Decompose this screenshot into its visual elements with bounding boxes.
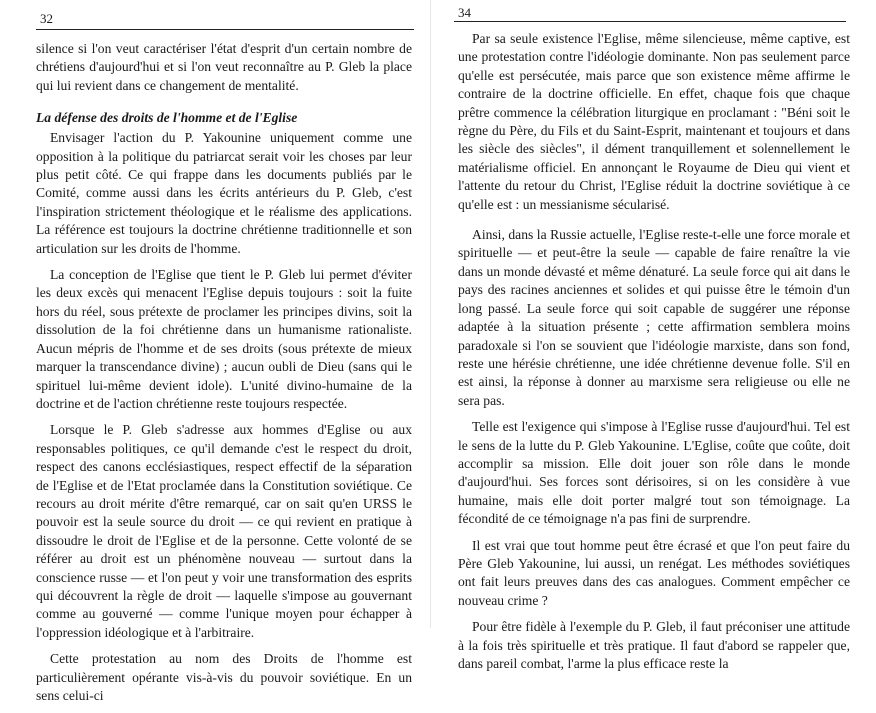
page-body [458, 30, 850, 681]
paragraph: silence si l'on veut caractériser l'état d'esprit d'un certain nombre de chrétiens d'aujourd'hui et si l'on veut reconnaître au P. Gleb la place qui lui revient dans ce changement de mentalité. [36, 41, 412, 93]
paragraph: Cette protestation au nom des Droits de l'homme est particulièrement opérante vis-à-vis du pouvoir soviétique. En un sens celui-ci [36, 651, 412, 703]
paragraph: Par sa seule existence l'Eglise, même silencieuse, même captive, est une protestation contre l'idéologie dominante. Non pas seulement parce qu'elle est persécutée, mais parce que son existence même affirme le contraire de la doctrine officielle. En effet, chaque fois que chaque prêtre commence la célébration liturgique en proclamant : "Béni soit le règne du Père, du Fils et du Saint-Esprit, maintenant et toujours et dans les siècle des siècles", il dément tranquillement et solennellement le matérialisme officiel. En annonçant le Royaume de Dieu qui vient et l'attente du retour du Christ, l'Eglise réduit la doctrine soviétique à ce qu'elle est : un messianisme sécularisé. [458, 31, 850, 212]
paragraph: Telle est l'exigence qui s'impose à l'Eglise russe d'aujourd'hui. Tel est le sens de la lutte du P. Gleb Yakounine. L'Eglise, coûte que coûte, doit accomplir sa mission. Elle doit jouer son rôle dans le monde d'aujourd'hui. Ses forces sont dérisoires, si on les considère à vue humaine, mais elle doit porter malgré tout son témoignage. La fécondité de ce témoignage n'a pas fini de surprendre. [458, 419, 850, 527]
paragraph: Ainsi, dans la Russie actuelle, l'Eglise reste-t-elle une force morale et spirituelle — et peut-être la seule — capable de faire renaître la vie dans un monde dévasté et même dénaturé. La seule force qui ait dans le pays des racines anciennes et solides et qui puisse être le témoin d'un long passé. La seule force qui soit capable de suggérer une réponse adaptée à la situation présente ; cette affirmation semblera moins paradoxale si l'on se souvient que l'idéologie marxiste, dans son fond, reste une hérésie chrétienne, une idée chrétienne devenue folle. S'il en est ainsi, la réponse à donner au marxisme sera religieuse ou elle ne sera pas. [458, 227, 850, 408]
page-body [36, 40, 412, 713]
book-gutter [430, 0, 431, 628]
section-heading: La défense des droits de l'homme et de l'Eglise [36, 110, 298, 126]
page-number: 34 [458, 5, 471, 20]
paragraph: Pour être fidèle à l'exemple du P. Gleb, il faut préconiser une attitude à la fois très spirituelle et très pratique. Il faut d'abord se rappeler que, dans pareil combat, l'arme la plus efficace reste la [458, 619, 850, 671]
paragraph: Lorsque le P. Gleb s'adresse aux hommes d'Eglise ou aux responsables politiques, ce qu'il demande c'est le respect du droit, respect des canons ecclésiastiques, respect effectif de la séparation de l'Eglise et de l'Etat proclamée dans la Constitution soviétique. Ce recours au droit mérite d'être remarqué, car on sait qu'en URSS le pouvoir est la seule source du droit — ce qui revient en pratique à dissoudre le droit de l'Eglise et de la personne. Cette volonté de se référer au droit est un phénomène nouveau — surtout dans la conscience russe — et l'on peut y voir une transformation des esprits qui découvrent la règle de droit — laquelle s'impose au gouvernant comme au gouverné — comme l'unique moyen pour échapper à l'oppression idéologique et à l'arbitraire. [36, 422, 412, 640]
header-rule [454, 21, 846, 22]
paragraph: La conception de l'Eglise que tient le P. Gleb lui permet d'éviter les deux excès qui menacent l'Eglise depuis toujours : soit la fuite hors du réel, sous prétexte de proclamer les principes divins, soit la dissolution de la foi chrétienne dans un humanisme rationaliste. Aucun mépris de l'homme et de ses droits (sous prétexte de mieux marquer la transcendance divine) ; aucun oubli de Dieu (sans qui le spirituel lui-même devient idole). L'unité divino-humaine de la doctrine et de l'action chrétienne reste toujours respectée. [36, 267, 412, 411]
right-page [438, 0, 876, 671]
header-rule [36, 29, 414, 30]
left-page [0, 0, 420, 703]
paragraph: Envisager l'action du P. Yakounine uniquement comme une opposition à la politique du patriarcat serait voir les choses par leur plus petit côté. Ce qui frappe dans les documents publiés par le Comité, comme aussi dans les écrits antérieurs du P. Gleb, c'est l'inspiration strictement théologique et le réalisme des applications. La référence est toujours la doctrine chrétienne traditionnelle et son articulation sur les droits de l'homme. [36, 130, 412, 256]
page-number: 32 [40, 11, 53, 26]
paragraph: Il est vrai que tout homme peut être écrasé et que l'on peut faire du Père Gleb Yakounine, lui aussi, un renégat. Les méthodes soviétiques ont fait leurs preuves dans des cas analogues. Comment empêcher ce nouveau crime ? [458, 537, 850, 608]
